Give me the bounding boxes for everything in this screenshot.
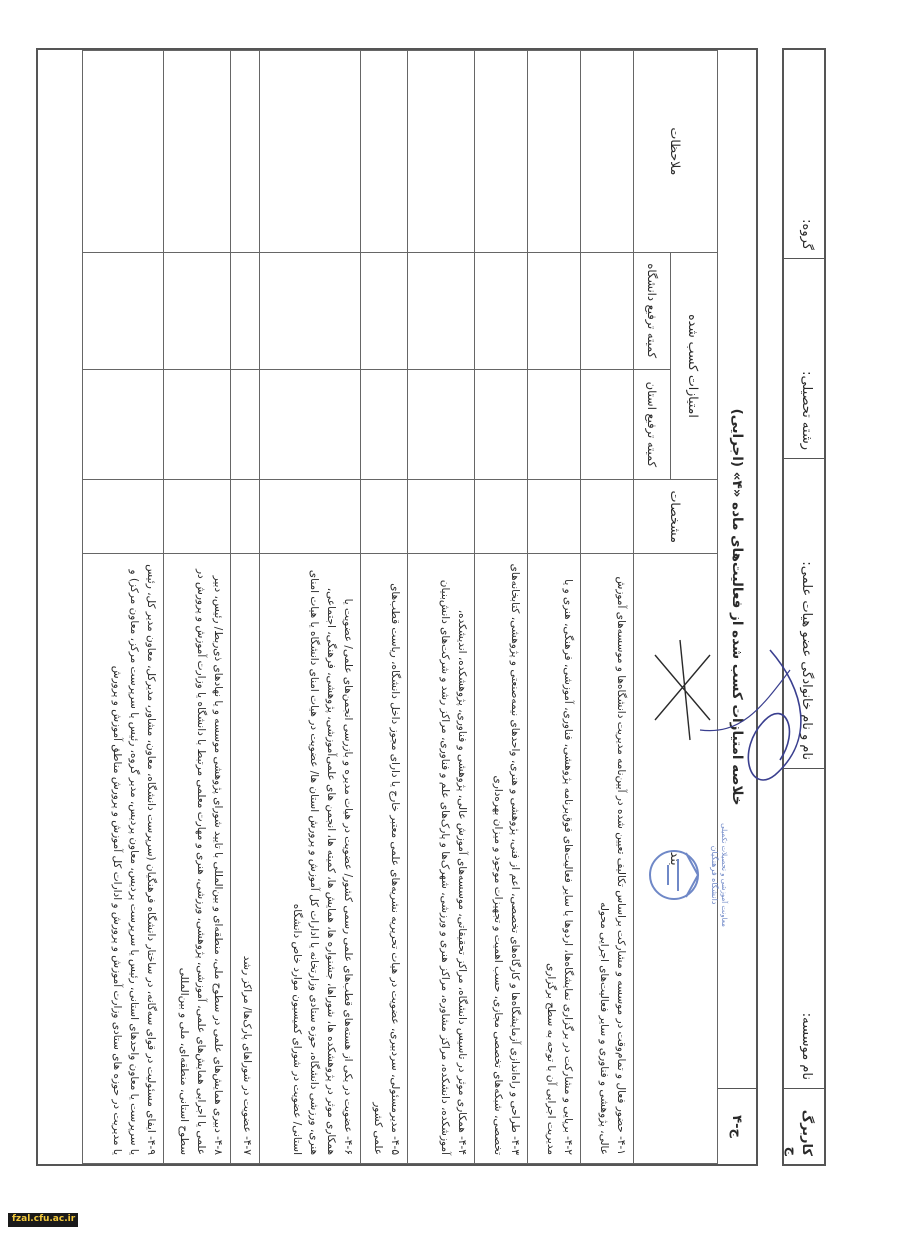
col-university: کمیته ترفیع دانشگاه [634,252,671,369]
band-text: ۴-۱- حضور فعال و تمام‌وقت در موسسه و مشارکت براساس تکالیف تعیین شده در آیین‌نامه مدیریت دانشگاه‌ها و موسسه‌های آموزش عالی، پژوهشی و فناوری و سایر فعالیت‌های اجرایی محوله [581,554,634,1164]
spec-cell [164,480,231,554]
notes-cell [408,51,475,253]
university-cell [475,252,528,369]
site-footer-badge: fzal.cfu.ac.ir [8,1213,78,1227]
band-text: ۴-۲- برپایی و مشارکت در برگزاری نمایشگاه‌ها، اردوها یا سایر فعالیت‌های فوق‌برنامه پژوهشی، فناوری، آموزشی، فرهنگی، هنری و یا مدیریت اجرایی آن با توجه به سطح برگزاری [528,554,581,1164]
province-cell [260,369,361,479]
table-row [231,51,260,1164]
spec-cell [475,480,528,554]
band-text: ۴-۹- ایفای مسئولیت در قوای سه‌گانه، در ساختار دانشگاه فرهنگیان (سرپرست دانشگاه، معاون، مشاور، مدیرکل، معاون مدیر کل، رئیس یا سرپرست یا معاون واحدهای استانی، رئیس یا سرپرست پردیس، معاون پردیس، مدیر گروه، رئیس یا سرپرست مرکز، معاون مرکز) و یا مدیریت در حوزه های ستادی وزارت آموزش و پرورش و ادارات کل آموزش و پرورش مناطق آموزش و پرورش [83,554,164,1164]
band-text: ۴-۸- دبیری همایش‌های علمی در سطوح ملی، منطقه‌ای و بین‌المللی با تایید شورای پژوهشی موسسه و یا نهادهای ذی‌ربط/ رئیس، دبیر علمی یا اجرایی همایش‌های علمی، آموزشی، پژوهشی، ورزشی، هنری و مهارت معلمی مرتبط با دانشگاه یا وزارت آموزش و پرورش در سطوح استانی، منطقه‌ای، ملی و بین‌المللی [164,554,231,1164]
notes-cell [164,51,231,253]
form-label: کاربرگ ج [784,1088,824,1164]
university-stamp [612,820,772,930]
col-points: امتیازات کسب شده [671,252,718,479]
band-text: ۴-۷- عضویت در شوراهای پارک‌ها/ مراکز رشد [231,554,260,1164]
band-text: ۴-۴- همکاری موثر در تاسیس دانشگاه، مراکز تحقیقاتی، موسسه‌های آموزش عالی، پژوهشی و فناوری، پژوهشکده، اندیشکده، آموزشکده، دانشکده، مراکز مشاوره، مراکز هنری و ورزشی، شهرک‌ها و پارک‌های علم و فناوری، مراکز رشد و شرکت‌های دانش‌بنیان [408,554,475,1164]
province-cell [83,369,164,479]
university-cell [260,252,361,369]
province-cell [361,369,408,479]
notes-cell [581,51,634,253]
university-cell [361,252,408,369]
university-cell [83,252,164,369]
notes-cell [83,51,164,253]
province-cell [581,369,634,479]
signature-scribble [560,600,820,820]
spec-cell [231,480,260,554]
province-cell [528,369,581,479]
col-spec: مشخصات [634,480,718,554]
col-province: کمیته ترفیع استان [634,369,671,479]
table-row [361,51,408,1164]
member-name-label: نام و نام خانوادگی عضو هیات علمی: [784,458,824,768]
notes-cell [475,51,528,253]
university-cell [528,252,581,369]
spec-cell [260,480,361,554]
notes-cell [231,51,260,253]
institute-label: نام موسسه: [784,768,824,1088]
spec-cell [361,480,408,554]
band-text: ۴-۵- مدیرمسئولی، سردبیری، عضویت در هیات تحریریه نشریه‌های علمی معتبر خارج یا دارای مجوز داخل دانشگاه، ریاست قطب‌های علمی کشور [361,554,408,1164]
university-cell [581,252,634,369]
university-cell [231,252,260,369]
table-row [408,51,475,1164]
table-row [164,51,231,1164]
province-cell [475,369,528,479]
spec-cell [408,480,475,554]
notes-cell [361,51,408,253]
spec-cell [83,480,164,554]
band-text: ۴-۳- طراحی و راه‌اندازی آزمایشگاه‌ها و کارگاه‌های تخصصی، اعم از فنی، پژوهشی و هنری، واحدهای نیمه‌صنعتی و پژوهشی، کتابخانه‌های تخصصی، شبکه‌های تخصصی مجازی، حسب اهمیت و تجهیزات موجود و میزان بهره‌داری [475,554,528,1164]
band-text: ۴-۶- عضویت در یکی از هسته‌های قطب‌های علمی رسمی کشور/ عضویت در هیات مدیره و بازرسی انجمن‌های علمی/ عضویت یا همکاری موثر در پژوهشکده ها، شوراها، جشنواره ها، همایش ها، کمیته ها، انجمن های علمی‌آموزشی، پژوهشی، فرهنگی، اجتماعی، هنری، ورزشی دانشگاه، حوزه ستادی وزارتخانه یا ادارات کل آموزش و پرورش استان ها/ عضویت در هیات امنای دانشگاه یا هیات امنای استانی/ عضویت در شورای کمیسیون موارد خاص دانشگاه [260,554,361,1164]
university-cell [408,252,475,369]
province-cell [231,369,260,479]
col-band: بند [634,554,718,1164]
form-code: ج-۴ [718,1088,756,1164]
notes-cell [528,51,581,253]
spec-cell [528,480,581,554]
group-label: گروه: [799,219,814,250]
province-cell [408,369,475,479]
stamp-line2: معاونت آموزشی و تحصیلات تکمیلی [720,823,728,927]
table-row [260,51,361,1164]
notes-cell [260,51,361,253]
spec-cell [581,480,634,554]
stamp-line1: دانشگاه فرهنگیان [710,845,719,905]
field-label: رشته تحصیلی: [784,258,824,458]
table-title: خلاصه امتیازات کسب شده از فعالیت‌های ماده «۴» (اجرایی) [729,408,745,806]
province-cell [164,369,231,479]
col-notes: ملاحظات [634,51,718,253]
table-row [475,51,528,1164]
table-row [83,51,164,1164]
university-cell [164,252,231,369]
